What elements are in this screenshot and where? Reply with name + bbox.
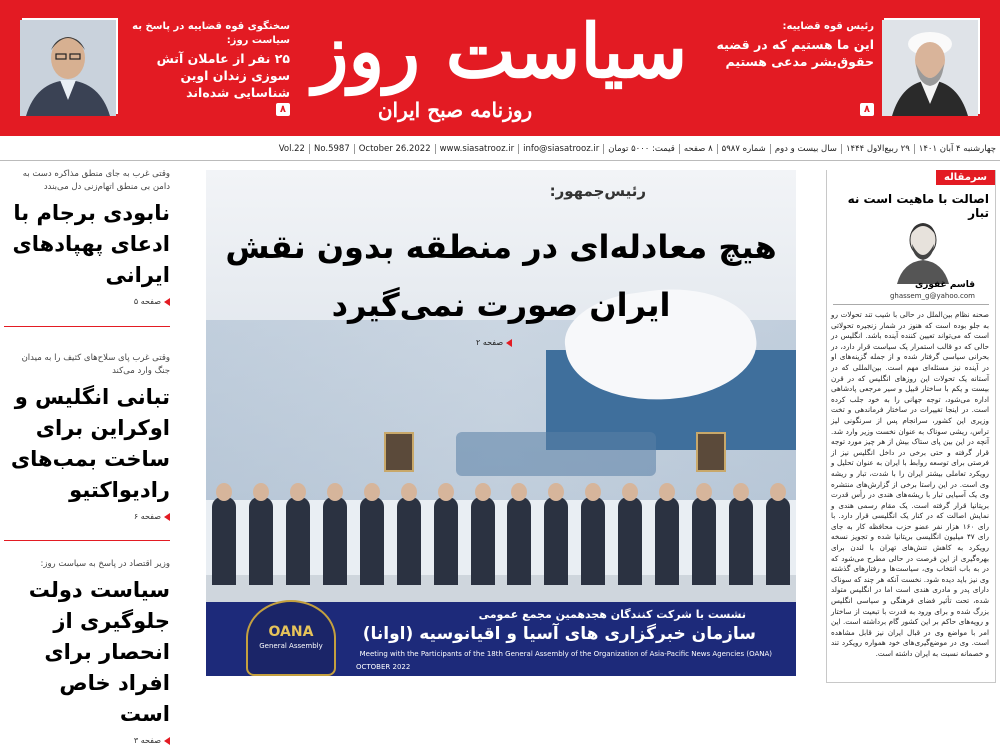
left-teaser-kicker: سخنگوی قوه قضاییه در پاسخ به سیاست روز: (132, 21, 290, 46)
story-page-ref (4, 512, 170, 521)
info-date-hijri: ۲۹ ربیع‌الاول ۱۴۴۴ (842, 144, 915, 154)
delegate-figure (581, 497, 605, 585)
info-issue-number-en: No.5987 (310, 144, 355, 154)
triangle-icon (164, 513, 170, 521)
author-sketch-portrait (887, 214, 959, 284)
delegate-figure (249, 497, 273, 585)
info-issue-number: شماره ۵۹۸۷ (718, 144, 771, 154)
delegate-figure (692, 497, 716, 585)
info-year: سال بیست و دوم (771, 144, 842, 154)
main-story[interactable] (206, 170, 796, 676)
story-headline: تبانی انگلیس و اوکراین برای ساخت بمب‌های رادیواکتیو (10, 385, 170, 502)
story-kicker: وقتی غرب به جای منطق مذاکره دست به دامن بی منطق اتهام‌زنی دل می‌بندد (22, 169, 170, 192)
issue-info-bar (0, 140, 1000, 158)
oana-logo-name: OANA (268, 624, 314, 640)
page-label: صفحه ۳ (133, 736, 161, 745)
photo-group-of-delegates (206, 485, 796, 585)
left-news-column (0, 168, 176, 745)
delegate-figure (766, 497, 790, 585)
triangle-icon (164, 737, 170, 745)
info-date-gregorian: October 26.2022 (355, 144, 436, 154)
delegate-figure (323, 497, 347, 585)
triangle-icon (164, 298, 170, 306)
story-kicker: وقتی غرب پای سلاح‌های کثیف را به میدان جنگ وارد می‌کند (21, 353, 170, 376)
info-website-link[interactable]: www.siasatrooz.ir (436, 144, 519, 154)
info-page-count: ۸ صفحه (680, 144, 718, 154)
triangle-icon (506, 339, 512, 347)
delegate-figure (507, 497, 531, 585)
right-teaser-kicker: رئیس قوه قضاییه: (782, 21, 874, 32)
story-radioactive-bombs[interactable] (4, 352, 170, 521)
photo-calligraphy-panel (456, 432, 656, 476)
editorial-body: صحنه نظام بین‌الملل در حالی با شیب تند تحولات رو به جلو بوده است که هنوز در شمار زنجیره تحولاتی است که می‌تواند تعیین کننده آینده باشد. انگلیس در حالی که دو قالب استمرار یک سیاست قرار دارد، در بحرانی سیاسی گرفتار شده و از جمله گزینه‌های او در آینده نیز مسئله‌ای مهم است. بین‌المللی که در آستانه یک تحولات این روزهای انگلیس که در قرن بیست و یکم با ساختار قبیل و سیر مرجعی پادشاهی اداره می‌شود، توجه جهانی را به خود جلب کرده است. در اینجا تغییرات در ساختار فرماندهی و تخت وزیری این کشور، سرانجام پس از سرنگونی لیز تراس، ریشی سوناک به عنوان نخست وزیر وارد شد. آنچه در این بین پای ستاک بیش از هر چیز مورد توجه قرار گرفته و حتی برخی در داخل انگلیس نیز از فرصتی برای توسعه روابط با ایران به عنوان تحلیل و رویکرد تعاملی بیشتر ایران را با شدت، تبار و ریشه وی است. در این راستا برخی از گزارش‌های منتشره وی یک آسیایی تبار با ریشه‌های هندی در رأس قدرت بریتانیا قرار گرفته است. یک مقام رسمی هندی و نمایش اصالت که در کنار یک انگلیسی قرار دارد. با رای ۱۶۰ هزار نفر عضو حزب محافظه کار به جای رای ۴۷ میلیون انگلیسی بریتانیا شده و تجویز نسخه رویکرد به کاهش تنش‌های تهران با لندن برای بهره‌گیری از این فرصت در حالی مطرح می‌شود که در به باب انتخاب وی، سیاست‌ها و رفتارهای گذشته وی نیز باید دیده شود. نخست آنکه هر چند که سوناک دارای پدر و مادری هندی است اما در انگلیس متولد شده، تحت تأثیر فضای فرهنگی و سیاسی انگلیس بزرگ شده و برای ورود به قدرت با تبعیت از ساختار و رویه‌های حاکم بر این کشور گام برداشته است. این امر با مواضع وی در قبال ایران نیز قابل مشاهده است. وی در موضع‌گیری‌های خود همواره رویکرد تند و خصمانه نسبت به ایران داشته است. (831, 310, 989, 658)
story-jcpoa[interactable] (4, 168, 170, 306)
editorial-column[interactable] (826, 170, 996, 683)
judiciary-chief-portrait (884, 18, 980, 114)
delegate-figure (618, 497, 642, 585)
banner-date-en: OCTOBER 2022 (356, 663, 411, 671)
masthead-banner (0, 0, 1000, 136)
editorial-label: سرمقاله (936, 170, 995, 185)
info-date-shamsi: چهارشنبه ۴ آبان ۱۴۰۱ (918, 144, 996, 154)
delegate-figure (212, 497, 236, 585)
editorial-author: قاسم غفوری (914, 280, 975, 290)
story-page-ref (4, 297, 170, 306)
right-teaser[interactable] (712, 14, 980, 122)
story-headline: سیاست دولت جلوگیری از انحصار برای افراد خاص است (28, 578, 170, 726)
story-divider (4, 540, 170, 541)
oana-logo (246, 600, 336, 676)
info-volume: Vol.22 (275, 144, 310, 154)
story-divider (4, 326, 170, 327)
judiciary-spokesman-portrait (22, 18, 118, 114)
delegate-figure (397, 497, 421, 585)
page-label: صفحه ۲ (476, 338, 504, 347)
left-teaser-page: ۸ (276, 103, 290, 116)
info-divider (0, 160, 1000, 161)
main-kicker: رئیس‌جمهور: (549, 182, 646, 200)
story-economy-minister[interactable] (4, 558, 170, 745)
main-headline[interactable]: هیچ معادله‌ای در منطقه بدون نقش ایران صورت نمی‌گیرد (225, 228, 777, 324)
story-headline: نابودی برجام با ادعای پهپادهای ایرانی (12, 201, 170, 287)
delegate-figure (729, 497, 753, 585)
story-page-ref (4, 736, 170, 745)
banner-title: سازمان خبرگزاری های آسیا و اقیانوسیه (اوانا) (362, 624, 756, 644)
info-price: قیمت: ۵۰۰۰ تومان (604, 144, 680, 154)
photo-portrait-frame-right (696, 432, 726, 472)
delegate-figure (360, 497, 384, 585)
delegate-figure (471, 497, 495, 585)
masthead-logo (300, 6, 700, 130)
banner-english: Meeting with the Participants of the 18th General Assembly of the Organization of Asia-Pacific News Agencies (OANA) (359, 650, 772, 658)
right-teaser-page: ۸ (860, 103, 874, 116)
delegate-figure (286, 497, 310, 585)
editorial-author-email[interactable]: ghassem_g@yahoo.com (889, 292, 975, 300)
banner-kicker: نشست با شرکت کنندگان هجدهمین مجمع عمومی (478, 608, 746, 621)
delegate-figure (655, 497, 679, 585)
page-label: صفحه ۶ (133, 512, 161, 521)
page-label: صفحه ۵ (133, 297, 161, 306)
oana-logo-sub: General Assembly (259, 642, 323, 650)
editorial-title: اصالت با ماهیت است نه تبار (847, 192, 989, 220)
masthead-subtitle: روزنامه صبح ایران (377, 98, 533, 122)
story-kicker: وزیر اقتصاد در پاسخ به سیاست روز: (40, 559, 170, 569)
delegate-figure (434, 497, 458, 585)
right-teaser-headline: این ما هستیم که در قضیه حقوق‌بشر مدعی هستیم (716, 37, 874, 69)
left-teaser-headline: ۲۵ نفر از عاملان آتش سوزی زندان اوین شناسایی شده‌اند (156, 51, 290, 100)
editorial-divider (833, 304, 989, 305)
delegate-figure (544, 497, 568, 585)
photo-portrait-frame-left (384, 432, 414, 472)
info-email-link[interactable]: info@siasatrooz.ir (519, 144, 604, 154)
masthead-title: سیاست روز (312, 9, 688, 95)
main-page-ref (476, 338, 512, 347)
left-teaser[interactable] (22, 14, 290, 122)
